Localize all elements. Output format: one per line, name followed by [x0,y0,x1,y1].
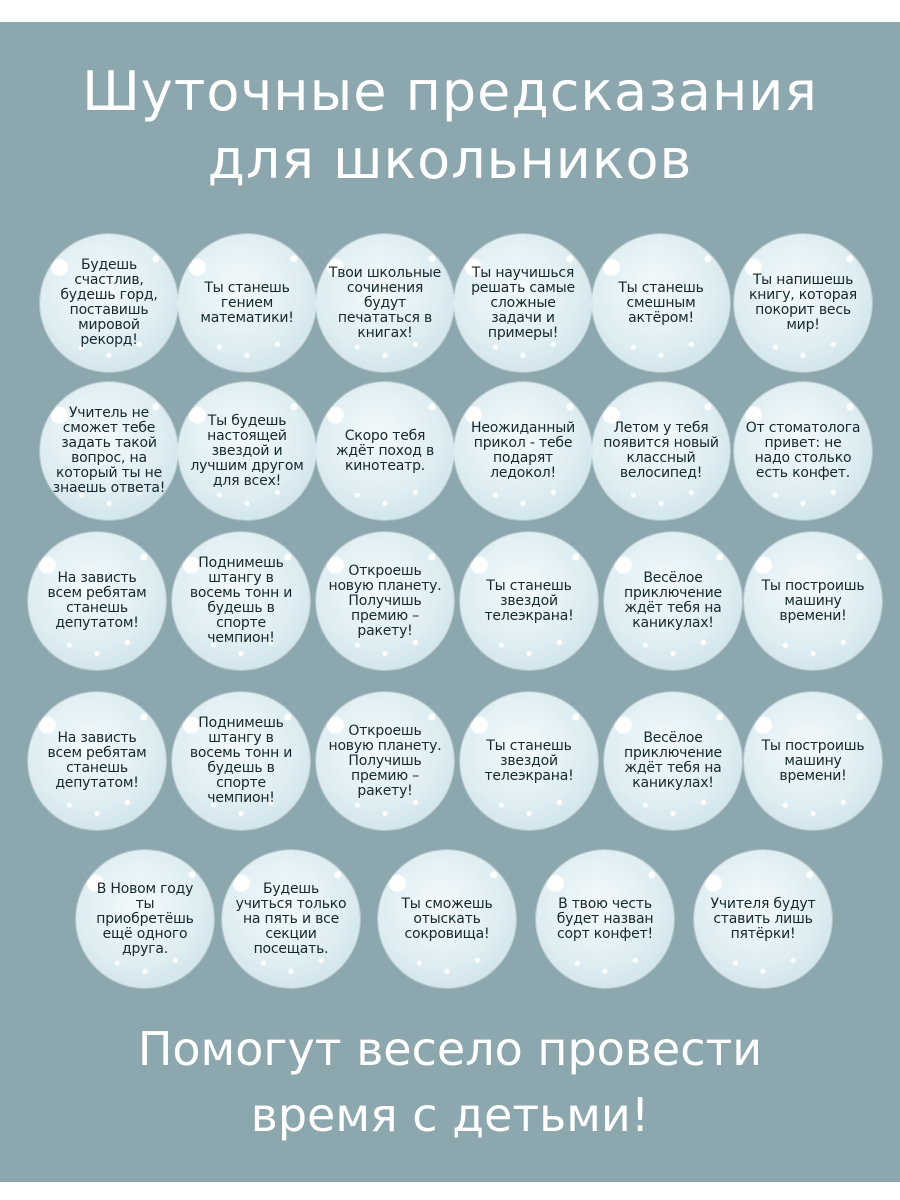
prediction-text: Летом у тебя появится новый классный велосипед! [603,420,719,481]
footer-line-2: время с детьми! [250,1088,650,1142]
prediction-text: Скоро тебя ждёт поход в кинотеатр. [335,427,435,474]
prediction-sticker [76,850,214,988]
prediction-sticker [536,850,674,988]
prediction-text: Ты будешь настоящей звездой и лучшим другом для всех! [190,412,304,489]
prediction-sticker [40,382,178,520]
prediction-sticker [460,532,598,670]
prediction-text: Ты станешь звездой телеэкрана! [484,737,574,784]
prediction-sticker [222,850,360,988]
prediction-sticker [604,532,742,670]
prediction-text: Ты научишься решать самые сложные задачи и примеры! [471,264,575,341]
prediction-sticker [460,692,598,830]
prediction-sticker [734,234,872,372]
prediction-text: В твою честь будет назван сорт конфет! [556,895,654,942]
prediction-sticker [172,692,310,830]
prediction-text: Весёлое приключение ждёт тебя на каникулах! [624,570,722,631]
prediction-sticker [454,382,592,520]
prediction-sticker [316,532,454,670]
prediction-sticker [744,532,882,670]
prediction-text: Ты напишешь книгу, которая покорит весь мир! [748,272,858,333]
prediction-sticker [172,532,310,670]
prediction-text: Весёлое приключение ждёт тебя на каникулах! [624,730,722,791]
prediction-text: Ты станешь звездой телеэкрана! [484,577,574,624]
prediction-sticker [28,532,166,670]
poster-background [0,22,900,1182]
prediction-text: Откроешь новую планету. Получишь премию – ракету! [328,562,442,639]
prediction-text: Ты сможешь отыскать сокровища! [401,895,493,942]
title-line-2: для школьников [207,128,693,191]
prediction-text: Учитель не сможет тебе задать такой вопрос, на который ты не знаешь ответа! [52,405,166,496]
prediction-sticker [178,382,316,520]
prediction-text: На зависть всем ребятам станешь депутатом! [47,730,147,791]
prediction-text: Откроешь новую планету. Получишь премию – ракету! [328,722,442,799]
prediction-text: От стоматолога привет: не надо столько есть конфет. [745,420,861,481]
prediction-sticker [604,692,742,830]
prediction-sticker [40,234,178,372]
prediction-text: Ты построишь машину времени! [761,737,865,784]
prediction-sticker [316,692,454,830]
footer-line-1: Помогут весело провести [137,1022,763,1076]
prediction-sticker [178,234,316,372]
prediction-sticker [378,850,516,988]
prediction-sticker [316,234,454,372]
prediction-text: Ты станешь гением математики! [200,279,294,326]
prediction-sticker [744,692,882,830]
prediction-sticker [454,234,592,372]
prediction-text: Поднимешь штангу в восемь тонн и будешь в спорте чемпион! [189,715,293,806]
prediction-text: Твои школьные сочинения будут печататься в книгах! [328,264,442,341]
title-line-1: Шуточные предсказания [82,60,818,123]
prediction-sticker [694,850,832,988]
prediction-text: Ты станешь смешным актёром! [618,279,704,326]
prediction-sticker [28,692,166,830]
prediction-text: На зависть всем ребятам станешь депутатом! [47,570,147,631]
prediction-sticker [316,382,454,520]
prediction-text: Ты построишь машину времени! [761,577,865,624]
prediction-text: Учителя будут ставить лишь пятёрки! [710,895,816,942]
prediction-text: Поднимешь штангу в восемь тонн и будешь в спорте чемпион! [189,555,293,646]
prediction-text: В Новом году ты приобретёшь ещё одного друга. [96,880,194,957]
prediction-text: Будешь учиться только на пять и все секции посещать. [235,880,347,957]
prediction-sticker [734,382,872,520]
prediction-sticker [592,234,730,372]
prediction-text: Будешь счастлив, будешь горд, поставишь мировой рекорд! [60,257,158,348]
prediction-text: Неожиданный прикол - тебе подарят ледокол! [471,420,575,481]
prediction-sticker [592,382,730,520]
